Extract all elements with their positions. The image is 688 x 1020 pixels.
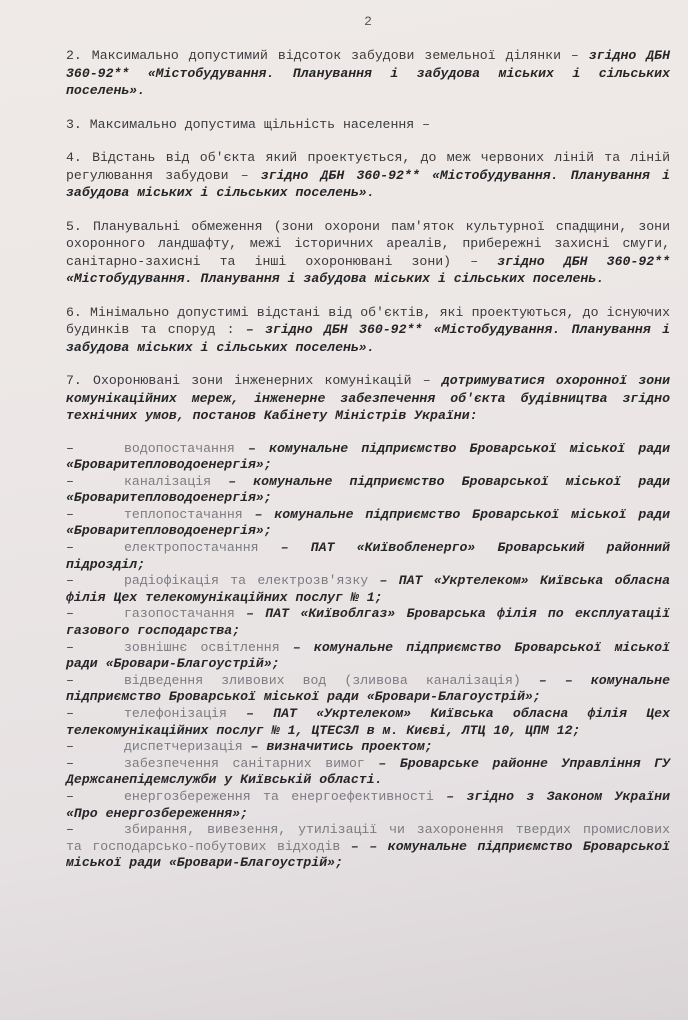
utility-provider: – – комунальне підприємство Броварської міської ради «Бровари-Благоустрій»; xyxy=(66,838,671,871)
utilities-list xyxy=(66,441,670,872)
utility-item xyxy=(66,706,670,739)
utility-name: каналізація xyxy=(124,473,212,489)
list-dash: – xyxy=(66,739,74,755)
list-dash: – xyxy=(66,639,74,655)
utility-name: енергозбереження та енергоефективності xyxy=(124,788,434,804)
paragraph-lead: 7. Охоронювані зони інженерних комунікацій – xyxy=(66,373,431,388)
utility-item xyxy=(66,640,670,673)
list-dash: – xyxy=(66,606,74,622)
paragraph-emphasis: згідно ДБН 360-92** «Містобудування. Планування і забудова міських і сільських поселень. xyxy=(66,253,670,286)
utility-item xyxy=(66,606,670,639)
paragraph xyxy=(66,218,670,288)
utility-provider: – ПАТ «Укртелеком» Київська обласна філія Цех телекомунікаційних послуг № 1; xyxy=(66,573,670,605)
utility-item xyxy=(66,739,670,756)
utility-item xyxy=(66,507,670,540)
paragraph-emphasis: дотримуватися охоронної зони комунікаційних мереж, інженерне забезпечення об'єкта будівництва згідно технічних умов, постанов Кабінету Міністрів України: xyxy=(66,373,670,423)
paragraph-lead: 4. Відстань від об'єкта який проектується, до меж червоних ліній та ліній регулювання забудови – xyxy=(66,150,670,183)
paragraphs xyxy=(66,47,670,425)
utility-name: теплопостачання xyxy=(124,506,243,522)
utility-provider: – комунальне підприємство Броварської міської ради «Броваритепловодоенергія»; xyxy=(66,506,670,539)
list-dash: – xyxy=(66,672,74,688)
list-dash: – xyxy=(66,506,74,522)
paragraph-emphasis: згідно ДБН 360-92** «Містобудування. Планування і забудова міських і сільських поселень». xyxy=(66,167,670,200)
paragraph xyxy=(66,372,670,425)
paragraph-lead: 2. Максимально допустимий відсоток забудови земельної ділянки – xyxy=(66,48,579,63)
paragraph-emphasis: згідно ДБН 360-92** «Містобудування. Планування і забудова міських і сільських поселень». xyxy=(66,48,671,98)
utility-item xyxy=(66,474,670,507)
paragraph xyxy=(66,116,670,134)
utility-item xyxy=(66,573,670,606)
utility-name: телефонізація xyxy=(124,706,227,721)
utility-provider: – – комунальне підприємство Броварської міської ради «Бровари-Благоустрій»; xyxy=(66,672,670,705)
page-number: 2 xyxy=(364,14,372,29)
utility-provider: – комунальне підприємство Броварської міської ради «Броваритепловодоенергія»; xyxy=(66,440,670,473)
list-dash: – xyxy=(66,706,74,721)
utility-name: збирання, вивезення, утилізації чи захоронення твердих промислових та господарсько-побутових відходів xyxy=(66,822,670,854)
utility-name: відведення зливових вод (зливова каналізація) xyxy=(124,672,521,688)
utility-provider: – згідно з Законом України «Про енергозбереження»; xyxy=(66,788,670,821)
utility-name: водопостачання xyxy=(124,440,235,456)
list-dash: – xyxy=(66,440,74,456)
utility-provider: – комунальне підприємство Броварської міської ради «Бровари-Благоустрій»; xyxy=(66,639,670,672)
list-dash: – xyxy=(66,573,74,589)
paragraph-emphasis: – згідно ДБН 360-92** «Містобудування. Планування і забудова міських і сільських поселень». xyxy=(66,322,671,355)
utility-item xyxy=(66,441,670,474)
utility-item xyxy=(66,789,670,822)
list-dash: – xyxy=(66,788,74,804)
list-dash: – xyxy=(66,822,74,838)
list-dash: – xyxy=(66,473,74,489)
utility-provider: – Броварське районне Управління ГУ Держсанепідемслужби у Київській області. xyxy=(66,755,670,788)
utility-item xyxy=(66,673,670,706)
utility-provider: – ПАТ «Укртелеком» Київська обласна філія Цех телекомунікаційних послуг № 1, ЦТЕСЗЛ в м. Києві, ЛТЦ 10, ЦПМ 12; xyxy=(66,706,670,738)
utility-name: диспетчеризація xyxy=(124,739,243,755)
utility-item xyxy=(66,756,670,789)
utility-provider: – ПАТ «Київоблгаз» Броварська філія по експлуатації газового господарства; xyxy=(66,606,670,639)
paragraph xyxy=(66,47,670,100)
utility-provider: – ПАТ «Київобленерго» Броварський районний підрозділ; xyxy=(66,540,670,572)
utility-item xyxy=(66,540,670,573)
utility-name: забезпечення санітарних вимог xyxy=(124,755,365,771)
utility-name: газопостачання xyxy=(124,606,235,622)
list-dash: – xyxy=(66,755,74,771)
paragraph-lead: 5. Планувальні обмеження (зони охорони пам'яток культурної спадщини, зони охоронного ландшафту, межі історичних ареалів, прибережні захисні смуги, санітарно-захисні та інші охоронювані зони) – xyxy=(66,218,670,269)
utility-name: електропостачання xyxy=(124,540,259,556)
utility-provider: – визначитись проектом; xyxy=(250,739,433,755)
utility-item xyxy=(66,822,670,872)
utility-name: радіофікація та електрозв'язку xyxy=(124,573,369,589)
paragraph-lead: 3. Максимально допустима щільність населення – xyxy=(66,116,431,132)
utility-name: зовнішнє освітлення xyxy=(124,639,280,655)
paragraph-lead: 6. Мінімально допустимі відстані від об'єктів, які проектуються, до існуючих будинків та споруд : xyxy=(66,304,670,337)
paragraph xyxy=(66,304,670,357)
list-dash: – xyxy=(66,540,74,556)
paragraph xyxy=(66,149,670,202)
utility-provider: – комунальне підприємство Броварської міської ради «Броваритепловодоенергія»; xyxy=(66,473,670,506)
